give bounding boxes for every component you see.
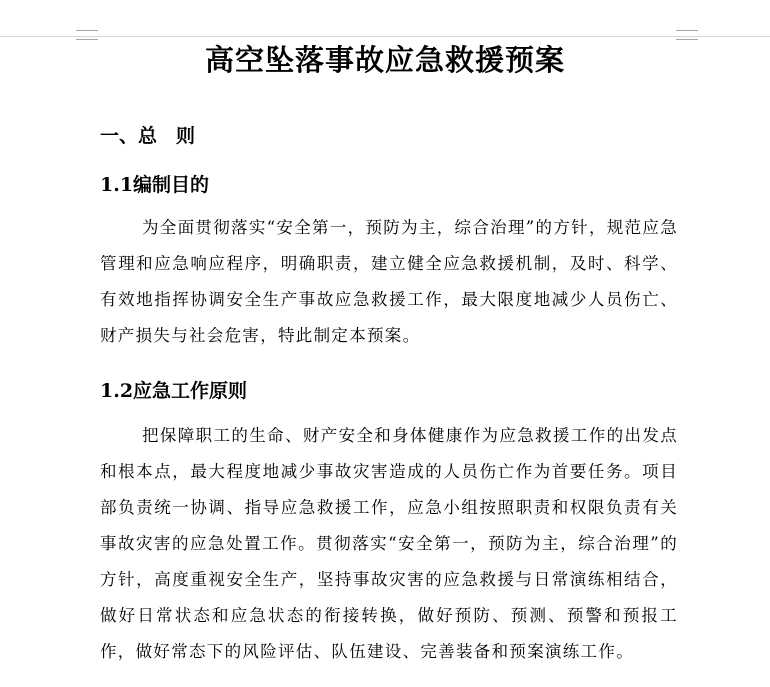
margin-corner-mark-right (676, 30, 698, 40)
subheading-principles: 1.2应急工作原则 (100, 380, 248, 402)
section-heading-general: 一、总 则 (100, 125, 196, 147)
subheading-purpose: 1.1编制目的 (100, 174, 210, 196)
paragraph-purpose: 为全面贯彻落实“安全第一，预防为主，综合治理”的方针，规范应急管理和应急响应程序，明确职责，建立健全应急救援机制，及时、科学、有效地指挥协调安全生产事故应急救援工作，最大限度地减少人员伤亡、财产损失与社会危害，特此制定本预案。 (100, 218, 678, 345)
document-title: 高空坠落事故应急救援预案 (204, 43, 565, 77)
page-top-edge (0, 36, 770, 37)
margin-corner-mark-left (76, 30, 98, 40)
paragraph-principles: 把保障职工的生命、财产安全和身体健康作为应急救援工作的出发点和根本点，最大程度地减少事故灾害造成的人员伤亡作为首要任务。项目部负责统一协调、指导应急救援工作，应急小组按照职责和权限负责有关事故灾害的应急处置工作。贯彻落实“安全第一，预防为主，综合治理”的方针，高度重视安全生产，坚持事故灾害的应急救援与日常演练相结合，做好日常状态和应急状态的衔接转换，做好预防、预测、预警和预报工作，做好常态下的风险评估、队伍建设、完善装备和预案演练工作。 (100, 426, 678, 661)
